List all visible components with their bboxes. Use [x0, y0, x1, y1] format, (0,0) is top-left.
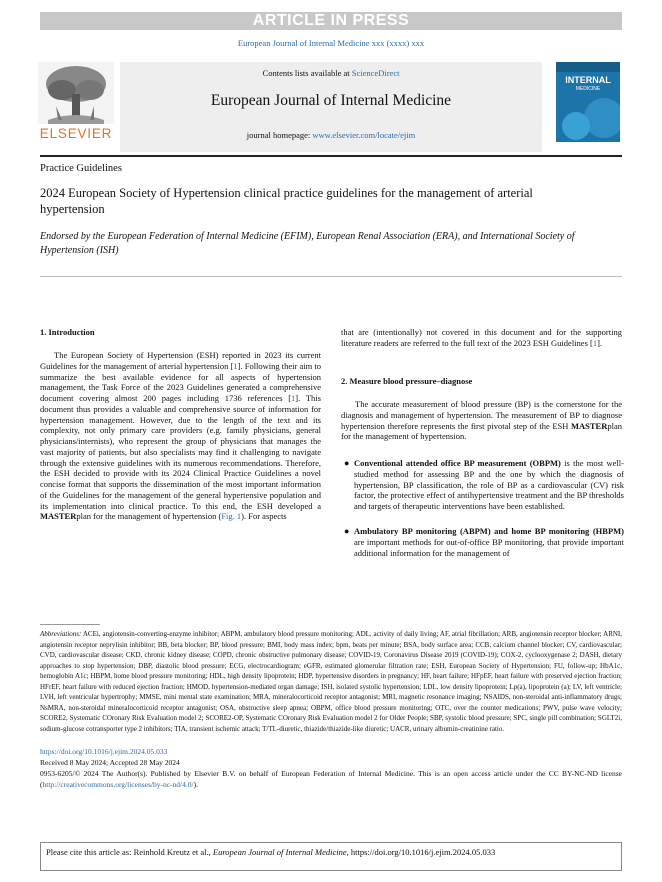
received-dates: Received 8 May 2024; Accepted 28 May 2024 [40, 758, 180, 767]
reference-link[interactable]: 1 [592, 337, 598, 348]
reference-link[interactable]: 1 [233, 360, 238, 371]
master-term: MASTER [570, 420, 608, 431]
sciencedirect-link[interactable]: ScienceDirect [351, 68, 400, 78]
cite-journal: European Journal of Internal Medicine [212, 847, 347, 857]
elsevier-wordmark: ELSEVIER [39, 126, 113, 141]
bullet-abpm-title: Ambulatory BP monitoring (ABPM) and home BP monitoring (HBPM) [354, 526, 624, 536]
cite-suffix: , https://doi.org/10.1016/j.ejim.2024.05.033 [346, 847, 496, 857]
bullet-obpm-title: Conventional attended office BP measurement (OBPM) [354, 458, 561, 468]
article-in-press-banner: ARTICLE IN PRESS [40, 12, 622, 30]
header-rule [40, 155, 622, 157]
intro-text-1: The European Society of Hypertension (ESH) reported in 2023 its current Guidelines for the management of arterial hypertension [ [40, 350, 321, 371]
contents-prefix: Contents lists available at [262, 68, 352, 78]
journal-reference[interactable]: European Journal of Internal Medicine xxx (xxxx) xxx [237, 38, 425, 48]
journal-title: European Journal of Internal Medicine [210, 92, 452, 109]
measure-text-2: plan for the management of hypertension. [341, 420, 622, 442]
intro-text-3: ]. This document thus provides a valuable and comprehensive source of information for hypertension management. However, due to the length of the text and its complexity, not only primary care providers (e.g. family physicians, general physicians/internists), who represent the group of physicians that manages the vast majority of patients, but also specialists may find it challenging to navigate through the extensive guidelines with its numerous recommendations. Therefore, the ESH decided to provide with its 2024 Clinical Practice Guidelines a novel concise format that supports the dissemination of the most important information of the Guidelines for the management of the general hypertensive population and its implementation into clinical practice. To this end, the ESH developed a [40, 393, 321, 511]
abbreviations-text: ACEi, angiotensin-converting-enzyme inhibitor; ABPM, ambulatory blood pressure monitoring; ADL, activity of daily living; AF, atrial fibrillation; ARB, angiotensin receptor blocker; ARNI, angiotensin receptor neprylisin inhibitor; BB, beta blocker; BP, blood pressure; BMI, body mass index; bpm, beats per minute; BSA, body surface area; CCB, calcium channel blocker; CV, cardiovascular; CVD, cardiovascular disease; CKD, chronic kidney disease; COPD, chronic obstructive pulmonary disease; COVID-19, Coronavirus Disease 2019 (COVID-19); COX-2, cyclooxygenase 2; DASH, dietary approaches to stop hypertension; DBP, diastolic blood pressure; ECG, electrocardiogram; eGFR, estimated glomerular filtration rate; ESH, European Society of Hypertension; FU, follow-up; HbA1c, hemoglobin A1c; HBPM, home blood pressure monitoring; HDL, high density lipoprotein; HDP, hypertensive disorders in pregnancy; HF, heart failure; HFpEF, heart failure with preserved ejection fraction; HFrEF, heart failure with reduced ejection fraction; HMOD, hypertension-mediated organ damage; ISH, isolated systolic hypertension; LDL, low density lipoprotein; Lp(a), lipoprotein (a); LV, left ventricle; LVH, left ventricular hypertrophy; MMSE, mini mental state examination; MRA, mineralocorticoid receptor antagonist; MRI, magnetic resonance imaging; NSAIDS, non-steroidal anti-inflammatory drugs; NsMRA, non-steroidal mineralocorticoid receptor antagonist; OSA, obstructive sleep apnea; OBPM, office blood pressure monitoring; OTC, over the counter medications; PWV, pulse wave velocity; SCORE2, Systematic COronary Risk Evaluation model 2; SCORE2-OP, Systematic COronary Risk Evaluation model 2 for Older People; SBP, systolic blood pressure; SPC, single pill combination; SGLT2i, sodium-glucose cotransporter type 2 inhibitors; TIA, transient ischemic attack; T/TL-diuretic, thiazide/thiazide-like diuretic; UACR, urinary albumin-creatinine ratio. [40, 630, 622, 733]
abbreviations-footnote [40, 629, 622, 734]
endorsement-note: Endorsed by the European Federation of Internal Medicine (EFIM), European Renal Association (ERA), and International Society of Hypertension (ISH) [40, 231, 575, 256]
intro-text-4: plan for the management of hypertension ( [76, 511, 222, 522]
reference-link[interactable]: 1 [291, 393, 296, 403]
bullet-obpm-text: is the most well-studied method for assessing BP and the one by which the diagnosis of hypertension, BP classification, the role of BP as a cardiovascular (CV) risk factor, the protective effect of antihypertensive treatment and the BP thresholds and targets of therapeutic interventions have been established. [354, 458, 624, 511]
bullet-obpm [354, 458, 624, 512]
footnote-rule [40, 624, 100, 625]
homepage-line [120, 130, 542, 140]
intro-heading: 1. Introduction [40, 327, 95, 337]
abbreviations-label: Abbreviations: [40, 630, 82, 638]
cover-artwork [556, 62, 620, 142]
continuation-end: ]. [597, 337, 603, 348]
measure-bp-paragraph [341, 399, 622, 442]
intro-continuation [341, 327, 622, 349]
intro-text-2: ]. Following their aim to summarize the best available evidence for all aspects of hypertension management, the Task Force of the 2023 Guidelines generated a comprehensive document covering almost 200 pages including 1736 references [ [40, 360, 321, 403]
section-rule [40, 276, 622, 277]
contents-line [120, 68, 542, 78]
bullet-abpm-text: are important methods for out-of-office BP monitoring, that provide important additional information for the management of [354, 536, 624, 558]
master-term: MASTER [40, 511, 77, 522]
bullet-dot: ● [344, 526, 350, 536]
bullet-abpm-hbpm [354, 526, 624, 558]
journal-cover-image [556, 62, 620, 142]
measure-text-1: The accurate measurement of blood pressure (BP) is the cornerstone for the diagnosis and management of hypertension. The measurement of BP to diagnose hypertension therefore represents the first pivotal step of the ESH [341, 399, 622, 431]
copyright-end: ). [193, 779, 198, 789]
doi-link[interactable]: https://doi.org/10.1016/j.ejim.2024.05.033 [40, 747, 168, 756]
intro-text-5: ). For aspects [241, 511, 287, 522]
homepage-prefix: journal homepage: [246, 130, 313, 140]
article-title: 2024 European Society of Hypertension clinical practice guidelines for the management of arterial hypertension [40, 186, 533, 216]
cite-prefix: Please cite this article as: Reinhold Kreutz et al., [46, 847, 213, 857]
article-type: Practice Guidelines [40, 163, 122, 174]
homepage-link[interactable]: www.elsevier.com/locate/ejim [312, 130, 416, 140]
cover-subtitle: MEDICINE [575, 86, 601, 92]
continuation-text: that are (intentionally) not covered in this document and for the supporting literature readers are referred to the full text of the 2023 ESH Guidelines [ [341, 327, 622, 348]
measure-bp-heading: 2. Measure blood pressure–diagnose [341, 376, 473, 386]
figure-link[interactable]: Fig. 1 [221, 511, 242, 522]
citation-text [46, 847, 495, 857]
license-link[interactable]: http://creativecommons.org/licenses/by-nc-nd/4.0/ [42, 779, 194, 789]
copyright-text: 0953-6205/© 2024 The Author(s). Published by Elsevier B.V. on behalf of European Federation of Internal Medicine. This is an open access article under the CC BY-NC-ND license ( [40, 769, 622, 789]
copyright-notice [40, 769, 622, 790]
bullet-dot: ● [344, 458, 350, 468]
intro-paragraph [40, 350, 321, 522]
cover-title: INTERNAL [565, 75, 611, 85]
